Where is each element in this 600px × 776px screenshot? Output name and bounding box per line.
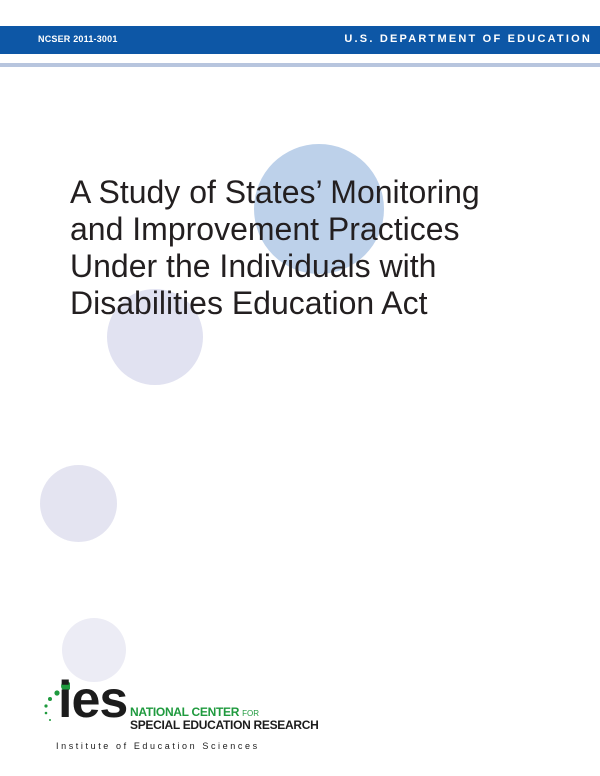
center-name-line2: SPECIAL EDUCATION RESEARCH bbox=[130, 718, 319, 732]
ies-wordmark: ies bbox=[58, 671, 128, 729]
report-number: NCSER 2011-3001 bbox=[38, 34, 118, 44]
department-name: U.S. DEPARTMENT OF EDUCATION bbox=[344, 33, 592, 45]
report-title bbox=[70, 174, 550, 322]
center-name-for: FOR bbox=[242, 709, 259, 718]
title-line: Disabilities Education Act bbox=[70, 285, 428, 321]
decorative-circle-small bbox=[40, 465, 117, 542]
header-bar bbox=[0, 26, 600, 54]
institute-name: Institute of Education Sciences bbox=[56, 741, 260, 751]
center-name-national: NATIONAL CENTER bbox=[130, 705, 240, 719]
title-line: A Study of States’ Monitoring bbox=[70, 174, 480, 210]
ies-logo bbox=[40, 671, 340, 760]
center-name-line1 bbox=[130, 706, 259, 718]
title-line: Under the Individuals with bbox=[70, 248, 437, 284]
title-line: and Improvement Practices bbox=[70, 211, 460, 247]
header-stripe bbox=[0, 63, 600, 67]
